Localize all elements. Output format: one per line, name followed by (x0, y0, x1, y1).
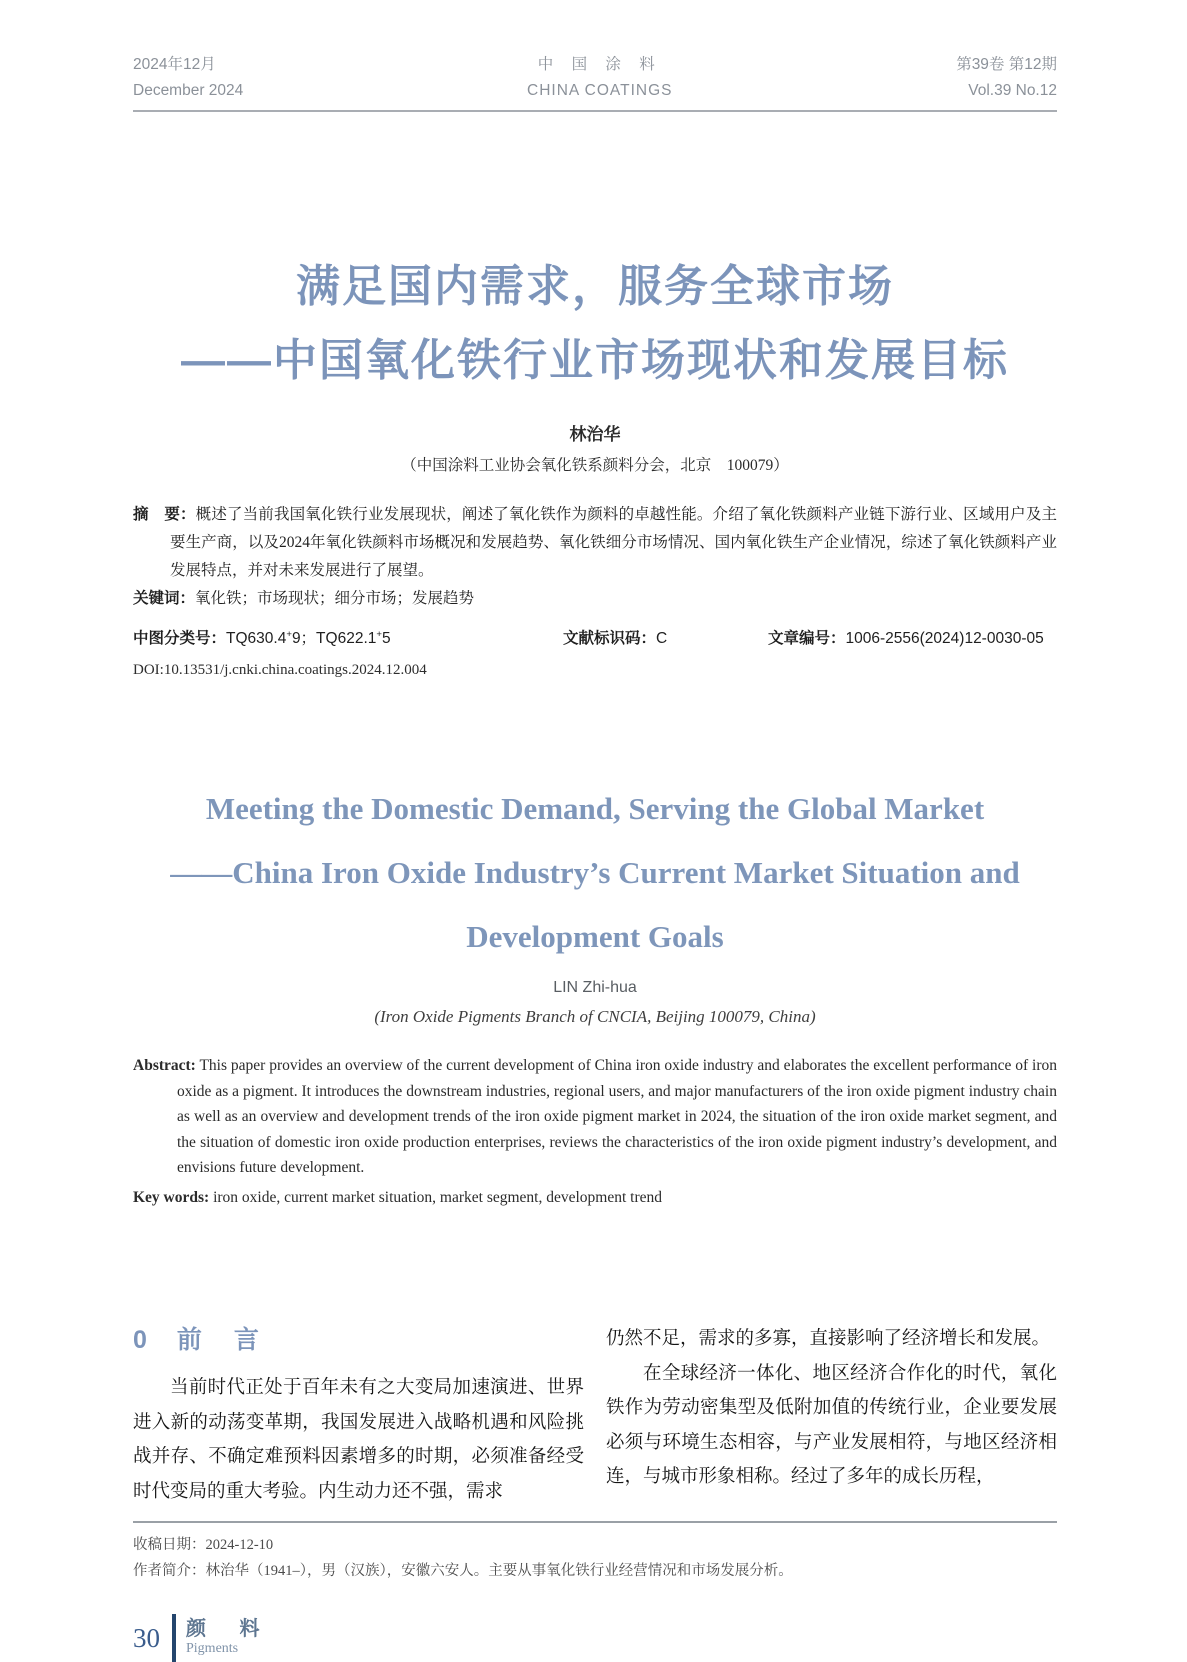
abstract-en-label: Abstract: (133, 1057, 196, 1074)
abstract-cn-label: 摘 要： (133, 506, 196, 523)
keywords-cn-label: 关键词： (133, 590, 196, 607)
affiliation-en: (Iron Oxide Pigments Branch of CNCIA, Beijing 100079, China) (374, 1007, 816, 1026)
footnote-divider (133, 1521, 1057, 1523)
volume-issue (956, 52, 1057, 104)
article-id-value: 1006-2556(2024)12-0030-05 (845, 630, 1044, 647)
body-paragraph: 当前时代正处于百年未有之大变局加速演进、世界进入新的动荡变革期，我国发展进入战略机遇和风险挑战并存、不确定难预料因素增多的时期，必须准备经受时代变局的重大考验。内生动力还不强，需求 (133, 1378, 584, 1502)
section-number: 0 (133, 1326, 147, 1354)
footer-column (186, 1618, 274, 1658)
abstract-en-text: This paper provides an overview of the current development of China iron oxide industry and elaborates the excellent performance of iron oxide as a pigment. It introduces the downstream industries, regional users, and major manufacturers of the iron oxide pigment industry chain as well as an overview and development trends of the iron oxide pigment market in 2024, the situation of the iron oxide market segment, and the situation of domestic iron oxide production enterprises, reviews the characteristics of the iron oxide pigment industry’s development, and envisions future development. (177, 1057, 1057, 1176)
issue-date-en: December 2024 (133, 82, 244, 99)
article-title-en-line3: Development Goals (466, 919, 724, 954)
article-title-en-line1: Meeting the Domestic Demand, Serving the Global Market (205, 791, 985, 826)
clc-label: 中图分类号： (133, 630, 227, 647)
body-columns (133, 1322, 1057, 1509)
document-code-value: C (656, 630, 668, 647)
keywords-cn (133, 585, 1057, 613)
classification-row (133, 626, 1057, 648)
article-title-cn-line1: 满足国内需求，服务全球市场 (296, 262, 894, 311)
article-title-en (133, 777, 1057, 969)
clc-sup2: + (376, 628, 382, 640)
body-column-right (606, 1322, 1057, 1509)
section-heading-0 (133, 1322, 584, 1358)
clc-part1: TQ630.4 (226, 630, 287, 647)
body-paragraph: 在全球经济一体化、地区经济合作化的时代，氧化铁作为劳动密集型及低附加值的传统行业，企业要发展必须与环境生态相容，与产业发展相符，与地区经济相连，与城市形象相称。经过了多年的成长历程， (606, 1363, 1057, 1487)
author-bio: 作者简介：林治华（1941–），男（汉族），安徽六安人。主要从事氧化铁行业经营情况和市场发展分析。 (133, 1563, 793, 1579)
abstract-en (133, 1053, 1057, 1181)
doi: DOI:10.13531/j.cnki.china.coatings.2024.12.004 (133, 662, 427, 678)
page-footer (133, 1614, 1057, 1662)
abstract-cn-text: 概述了当前我国氧化铁行业发展现状，阐述了氧化铁作为颜料的卓越性能。介绍了氧化铁颜料产业链下游行业、区域用户及主要生产商，以及2024年氧化铁颜料市场概况和发展趋势、氧化铁细分市场情况、国内氧化铁生产企业情况，综述了氧化铁颜料产业发展特点，并对未来发展进行了展望。 (170, 506, 1057, 579)
body-column-left (133, 1322, 584, 1509)
article-title-en-line2: ——China Iron Oxide Industry’s Current Market Situation and (170, 855, 1020, 890)
issue-date-cn: 2024年12月 (133, 56, 216, 73)
page-number: 30 (133, 1622, 160, 1653)
header-divider (133, 110, 1057, 112)
body-paragraph: 仍然不足，需求的多寡，直接影响了经济增长和发展。 (606, 1329, 1051, 1349)
article-title-cn (133, 250, 1057, 398)
footnote (133, 1532, 1057, 1584)
clc-part3: 5 (381, 630, 391, 647)
received-date: 收稿日期：2024-12-10 (133, 1537, 274, 1553)
keywords-en (133, 1185, 1057, 1211)
article-id-label: 文章编号： (768, 630, 846, 647)
document-code (563, 626, 768, 648)
author-en: LIN Zhi-hua (553, 979, 637, 996)
keywords-en-label: Key words: (133, 1188, 210, 1206)
section-title: 前言 (176, 1326, 291, 1354)
volume-issue-en: Vol.39 No.12 (968, 82, 1057, 99)
footer-column-cn: 颜 料 (186, 1618, 274, 1640)
article-title-cn-line2: ——中国氧化铁行业市场现状和发展目标 (181, 336, 1009, 385)
page-content (133, 0, 1057, 1662)
footer-bar (172, 1614, 176, 1662)
keywords-en-text: iron oxide, current market situation, market segment, development trend (209, 1188, 663, 1206)
footer-column-en: Pigments (186, 1641, 239, 1656)
volume-issue-cn: 第39卷 第12期 (956, 56, 1057, 73)
journal-name-en: CHINA COATINGS (527, 82, 673, 99)
clc-part2: 9；TQ622.1 (291, 630, 377, 647)
affiliation-cn: （中国涂料工业协会氧化铁系颜料分会，北京 100079） (401, 457, 789, 474)
clc-number (133, 626, 563, 648)
running-head (133, 52, 1057, 104)
document-code-label: 文献标识码： (563, 630, 657, 647)
abstract-cn (133, 501, 1057, 585)
issue-date (133, 52, 243, 104)
keywords-cn-text: 氧化铁；市场现状；细分市场；发展趋势 (195, 590, 475, 607)
article-id (768, 626, 1057, 648)
journal-name (527, 52, 672, 104)
journal-name-cn: 中 国 涂 料 (537, 56, 662, 73)
clc-sup1: + (286, 628, 292, 640)
author-cn: 林治华 (569, 425, 621, 444)
